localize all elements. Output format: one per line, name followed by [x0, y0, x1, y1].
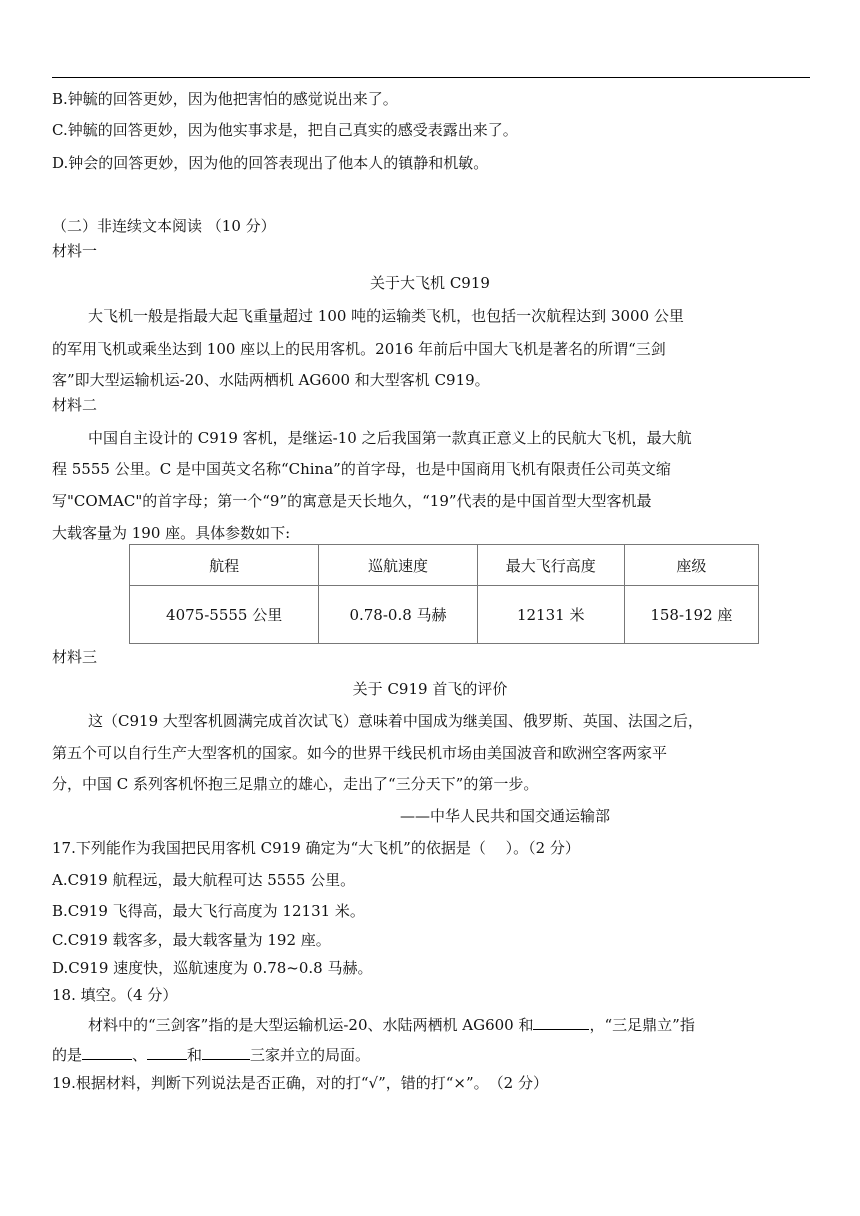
answer-blank[interactable]	[202, 1045, 250, 1060]
table-row	[130, 586, 759, 644]
material2-line: 大载客量为 190 座。具体参数如下:	[52, 524, 291, 542]
q18-line1-text-b: ，“三足鼎立”指	[589, 1016, 695, 1034]
table-cell-altitude: 12131 米	[477, 586, 624, 644]
section-heading: （二）非连续文本阅读 （10 分）	[52, 217, 276, 235]
q17-option-b: B.C919 飞得高，最大飞行高度为 12131 米。	[52, 902, 365, 920]
q18-line2-text-c: 和	[187, 1046, 203, 1064]
table-header-altitude: 最大飞行高度	[477, 545, 624, 586]
header-rule	[52, 77, 810, 78]
material2-line: 程 5555 公里。C 是中国英文名称“China”的首字母，也是中国商用飞机有限责任公司英文缩	[52, 460, 671, 478]
option-d-prev: D.钟会的回答更妙，因为他的回答表现出了他本人的镇静和机敏。	[52, 154, 489, 172]
answer-blank[interactable]	[82, 1045, 132, 1060]
q18-line2-text-d: 三家并立的局面。	[250, 1046, 371, 1064]
table-cell-range: 4075-5555 公里	[130, 586, 319, 644]
answer-blank[interactable]	[533, 1015, 589, 1030]
material3-label: 材料三	[52, 648, 98, 666]
table-header-speed: 巡航速度	[319, 545, 477, 586]
q18-line2	[52, 1044, 370, 1066]
answer-blank[interactable]	[147, 1045, 187, 1060]
q17-option-a: A.C919 航程远，最大航程可达 5555 公里。	[52, 871, 356, 889]
material2-line: 中国自主设计的 C919 客机，是继运-10 之后我国第一款真正意义上的民航大飞机，最大航	[88, 429, 692, 447]
q19-stem: 19.根据材料，判断下列说法是否正确，对的打“√”，错的打“×”。 （2 分）	[52, 1074, 548, 1092]
material1-line: 的军用飞机或乘坐达到 100 座以上的民用客机。2016 年前后中国大飞机是著名的所谓“三剑	[52, 340, 666, 358]
q18-line1-text-a: 材料中的“三剑客”指的是大型运输机运-20、水陆两栖机 AG600 和	[88, 1016, 534, 1034]
q17-stem: 17.下列能作为我国把民用客机 C919 确定为“大飞机”的依据是（ ）。（2 分）	[52, 839, 580, 857]
material1-line: 大飞机一般是指最大起飞重量超过 100 吨的运输类飞机，也包括一次航程达到 3000 公里	[88, 307, 684, 325]
table-header-row	[130, 545, 759, 586]
option-b-prev: B.钟毓的回答更妙，因为他把害怕的感觉说出来了。	[52, 90, 398, 108]
q17-option-d: D.C919 速度快，巡航速度为 0.78~0.8 马赫。	[52, 959, 373, 977]
q17-option-c: C.C919 载客多，最大载客量为 192 座。	[52, 931, 331, 949]
table-cell-seats: 158-192 座	[624, 586, 758, 644]
table-cell-speed: 0.78-0.8 马赫	[319, 586, 477, 644]
q18-line2-text-a: 的是	[52, 1046, 83, 1064]
material2-line: 写"COMAC"的首字母；第一个“9”的寓意是天长地久，“19”代表的是中国首型大型客机最	[52, 492, 652, 510]
material1-label: 材料一	[52, 242, 98, 260]
q18-line2-text-b: 、	[132, 1046, 148, 1064]
material3-line: 这（C919 大型客机圆满完成首次试飞）意味着中国成为继美国、俄罗斯、英国、法国之后，	[88, 712, 703, 730]
material1-title: 关于大飞机 C919	[370, 274, 490, 292]
material3-line: 分，中国 C 系列客机怀抱三足鼎立的雄心，走出了“三分天下”的第一步。	[52, 775, 539, 793]
option-c-prev: C.钟毓的回答更妙，因为他实事求是，把自己真实的感受表露出来了。	[52, 121, 518, 139]
material3-source: ——中华人民共和国交通运输部	[400, 807, 611, 825]
table-header-seats: 座级	[624, 545, 758, 586]
parameter-table	[129, 544, 759, 644]
table-header-range: 航程	[130, 545, 319, 586]
material2-label: 材料二	[52, 396, 98, 414]
q18-stem: 18. 填空。（4 分）	[52, 986, 178, 1004]
q18-line1	[88, 1014, 695, 1036]
material1-line: 客”即大型运输机运-20、水陆两栖机 AG600 和大型客机 C919。	[52, 371, 490, 389]
material3-title: 关于 C919 首飞的评价	[352, 680, 508, 698]
material3-line: 第五个可以自行生产大型客机的国家。如今的世界干线民机市场由美国波音和欧洲空客两家平	[52, 744, 668, 762]
